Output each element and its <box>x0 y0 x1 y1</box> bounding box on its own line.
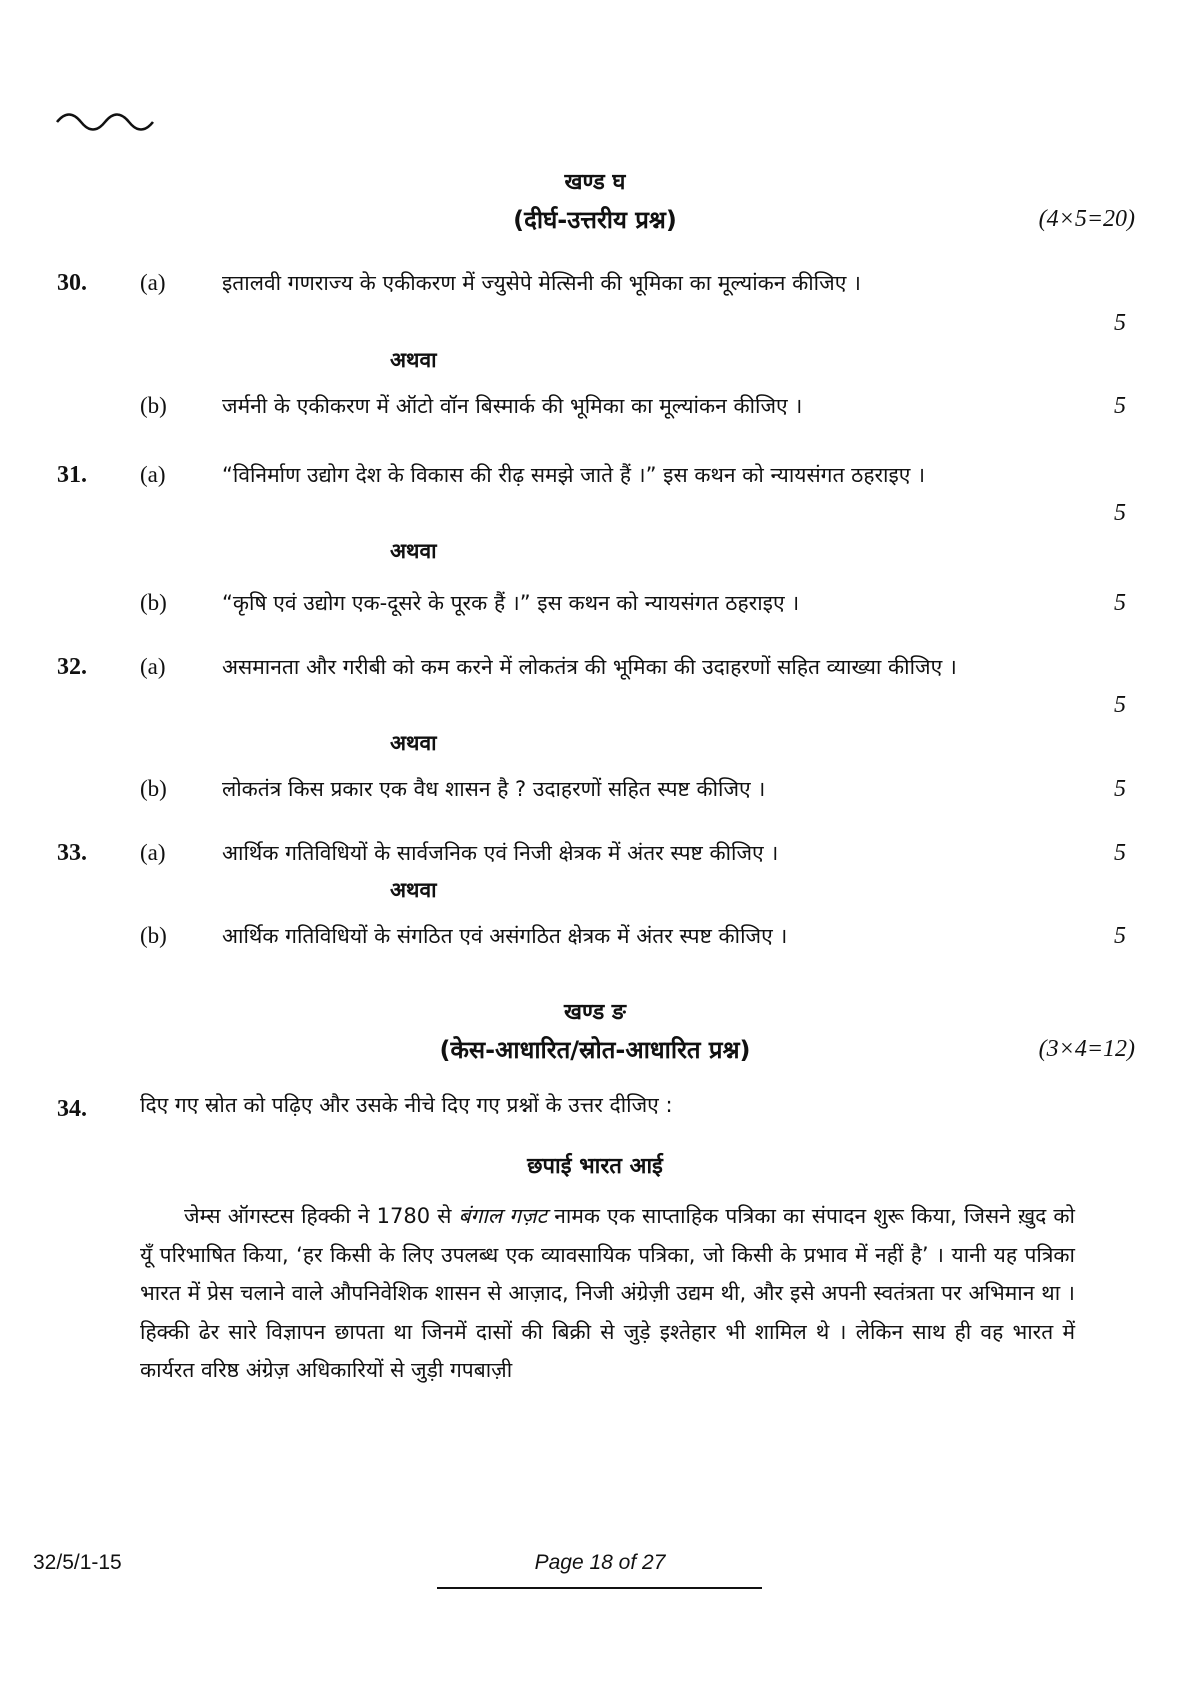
question-number: 32. <box>57 654 87 680</box>
question-text: असमानता और गरीबी को कम करने में लोकतंत्र की भूमिका की उदाहरणों सहित व्याख्या कीजिए । <box>222 655 957 679</box>
option-label: (b) <box>140 393 167 418</box>
question-marks: 5 <box>1114 692 1126 718</box>
question-marks: 5 <box>1114 590 1126 616</box>
or-label: अथवा <box>390 878 437 902</box>
passage-text: नामक एक साप्ताहिक पत्रिका का संपादन शुरू किया, जिसने ख़ुद को यूँ परिभाषित किया, ‘हर किसी के लिए उपलब्ध एक व्यावसायिक पत्रिका, जो किसी के प्रभाव में नहीं है’ । यानी यह पत्रिका भारत में प्रेस चलाने वाले औपनिवेशिक शासन से आज़ाद, निजी अंग्रेज़ी उद्यम थी, और इसे अपनी स्वतंत्रता पर अभिमान था । हिक्की ढेर सारे विज्ञापन छापता था जिनमें दासों की बिक्री से जुड़े इश्तेहार भी शामिल थे । लेकिन साथ ही वह भारत में कार्यरत वरिष्ठ अंग्रेज़ अधिकारियों से जुड़ी गपबाज़ी <box>140 1204 1075 1382</box>
wavy-line-icon <box>55 108 155 132</box>
question-marks: 5 <box>1114 393 1126 419</box>
source-passage <box>140 1197 1075 1390</box>
passage-text: जेम्स ऑगस्टस हिक्की ने 1780 से <box>184 1204 459 1228</box>
section-e-subtitle: (केस-आधारित/स्रोत-आधारित प्रश्न) <box>439 1036 751 1064</box>
option-label: (b) <box>140 923 167 948</box>
paper-code: 32/5/1-15 <box>33 1551 122 1574</box>
or-label: अथवा <box>390 731 437 755</box>
question-marks: 5 <box>1114 776 1126 802</box>
question-number: 33. <box>57 840 87 866</box>
question-text: “विनिर्माण उद्योग देश के विकास की रीढ़ समझे जाते हैं ।” इस कथन को न्यायसंगत ठहराइए । <box>222 463 926 487</box>
section-e-marks: (3×4=12) <box>1038 1036 1135 1062</box>
question-text: इतालवी गणराज्य के एकीकरण में ज्युसेपे मेत्सिनी की भूमिका का मूल्यांकन कीजिए । <box>222 271 861 295</box>
option-label: (a) <box>140 840 166 865</box>
question-number: 31. <box>57 462 87 488</box>
question-text: लोकतंत्र किस प्रकार एक वैध शासन है ? उदाहरणों सहित स्पष्ट कीजिए । <box>222 777 766 801</box>
option-label: (a) <box>140 270 166 295</box>
question-marks: 5 <box>1114 310 1126 336</box>
option-label: (a) <box>140 462 166 487</box>
question-text: “कृषि एवं उद्योग एक-दूसरे के पूरक हैं ।” इस कथन को न्यायसंगत ठहराइए । <box>222 591 800 615</box>
question-instruction: दिए गए स्रोत को पढ़िए और उसके नीचे दिए गए प्रश्नों के उत्तर दीजिए : <box>140 1093 673 1117</box>
question-marks: 5 <box>1114 500 1126 526</box>
question-marks: 5 <box>1114 840 1126 866</box>
section-e-title: खण्ड ङ <box>564 1000 626 1025</box>
question-text: आर्थिक गतिविधियों के सार्वजनिक एवं निजी क्षेत्रक में अंतर स्पष्ट कीजिए । <box>222 841 779 865</box>
newspaper-title: बंगाल गज़ट <box>458 1204 548 1228</box>
option-label: (b) <box>140 776 167 801</box>
or-label: अथवा <box>390 348 437 372</box>
question-number: 30. <box>57 270 87 296</box>
question-text: जर्मनी के एकीकरण में ऑटो वॉन बिस्मार्क की भूमिका का मूल्यांकन कीजिए । <box>222 394 803 418</box>
question-marks: 5 <box>1114 923 1126 949</box>
footer-divider <box>437 1587 762 1589</box>
section-d-subtitle: (दीर्घ-उत्तरीय प्रश्न) <box>513 206 677 234</box>
option-label: (a) <box>140 654 166 679</box>
section-d-title: खण्ड घ <box>564 170 626 195</box>
or-label: अथवा <box>390 539 437 563</box>
page-number: Page 18 of 27 <box>534 1551 666 1574</box>
question-text: आर्थिक गतिविधियों के संगठित एवं असंगठित क्षेत्रक में अंतर स्पष्ट कीजिए । <box>222 924 788 948</box>
section-d-marks: (4×5=20) <box>1038 206 1135 232</box>
question-number: 34. <box>57 1096 87 1122</box>
passage-title: छपाई भारत आई <box>527 1154 663 1179</box>
option-label: (b) <box>140 590 167 615</box>
